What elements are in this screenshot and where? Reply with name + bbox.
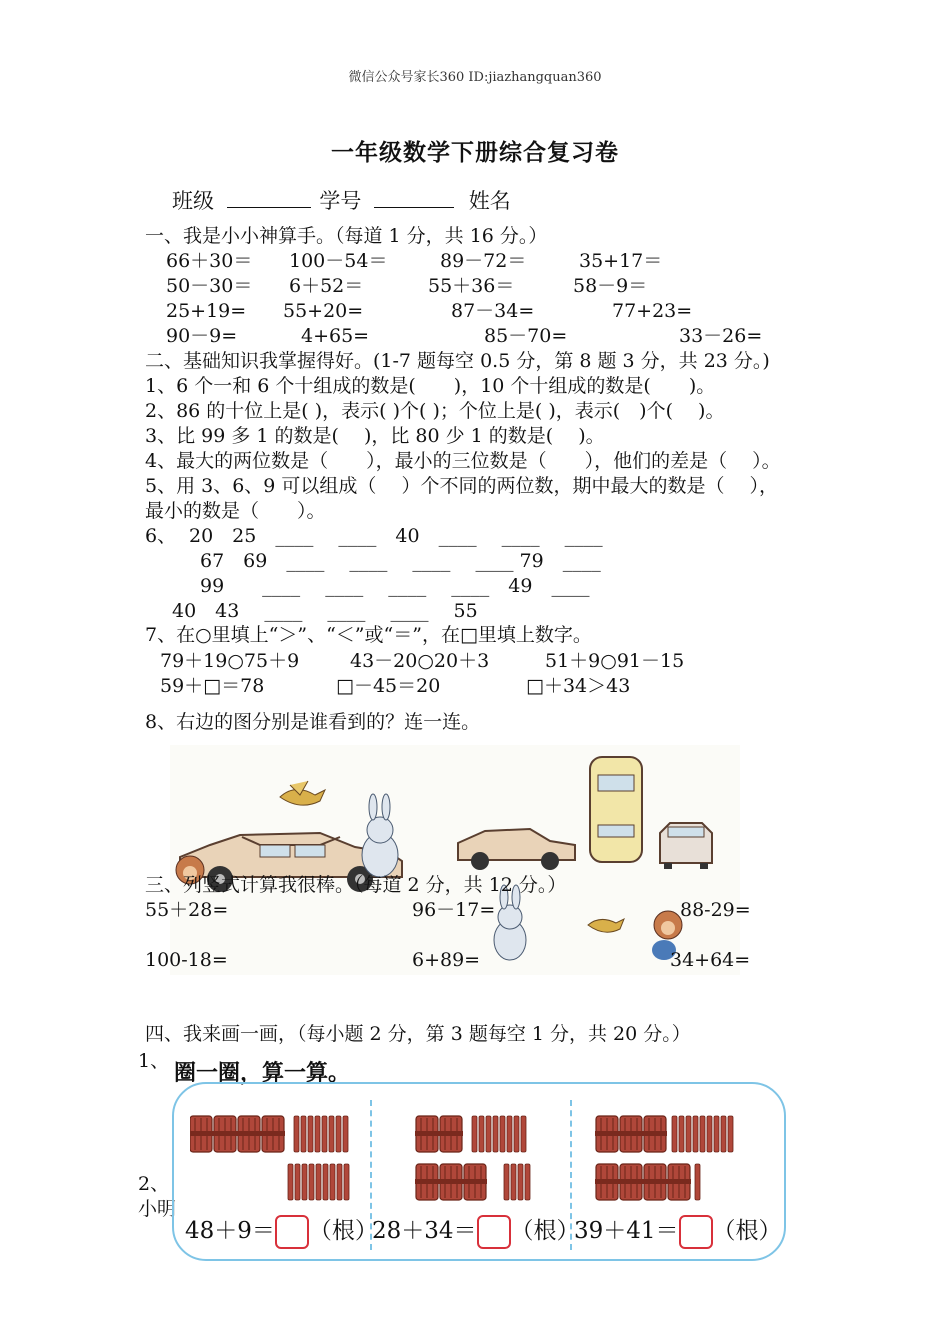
bundle-group-3 — [595, 1116, 733, 1200]
fill-item: □＋34＞43 — [526, 675, 631, 697]
fill-item: □－45＝20 — [336, 675, 441, 697]
bundle-equation-2 — [372, 1212, 580, 1249]
problem: 58－9＝ — [573, 275, 648, 297]
problem: 87－34= — [451, 300, 535, 322]
bundle-group-2 — [415, 1116, 530, 1200]
problem: 85－70= — [484, 325, 568, 347]
vertical-calc-item: 100-18= — [145, 949, 228, 971]
equation-text: 39＋41＝ — [574, 1218, 679, 1244]
compare-item: 51＋9○91－15 — [545, 650, 685, 672]
vertical-calc-item: 88-29= — [680, 899, 751, 921]
problem: 35+17＝ — [579, 250, 663, 272]
sequence-row: 40 43 ____ ____ ____ 55 — [172, 600, 478, 622]
answer-box[interactable] — [477, 1215, 511, 1249]
number-label: 学号 — [319, 189, 362, 213]
number-blank[interactable] — [374, 189, 454, 208]
vertical-calc-item: 34+64= — [670, 949, 751, 971]
vertical-calc-item: 6+89= — [412, 949, 481, 971]
unit-label: （根） — [308, 1218, 378, 1244]
question-8: 8、右边的图分别是谁看到的？连一连。 — [145, 711, 481, 733]
problem: 100－54＝ — [289, 250, 388, 272]
problem: 6＋52＝ — [289, 275, 364, 297]
stick-bundles-illustration — [190, 1112, 760, 1204]
vertical-calc-item: 55＋28= — [145, 899, 229, 921]
equation-text: 28＋34＝ — [372, 1218, 477, 1244]
problem: 77+23= — [612, 300, 693, 322]
section-2-heading: 二、基础知识我掌握得好。(1-7 题每空 0.5 分，第 8 题 3 分，共 23 分。) — [145, 350, 770, 372]
compare-item: 43－20○20＋3 — [350, 650, 490, 672]
circle-count-title: 圈一圈，算一算。 — [174, 1061, 351, 1086]
unit-label: （根） — [510, 1218, 580, 1244]
section-4-heading: 四、我来画一画，（每小题 2 分，第 3 题每空 1 分，共 20 分。） — [145, 1023, 691, 1045]
answer-box[interactable] — [679, 1215, 713, 1249]
question-5-line-2: 最小的数是（ ）。 — [145, 500, 326, 522]
bundle-group-1 — [190, 1116, 349, 1200]
problem: 50－30＝ — [166, 275, 253, 297]
question-4: 4、最大的两位数是（ ），最小的三位数是（ ），他们的差是（ ）。 — [145, 450, 781, 472]
problem: 89－72＝ — [440, 250, 527, 272]
question-6-label: 6、 — [145, 525, 177, 547]
problem: 25+19= — [166, 300, 247, 322]
car-top-view-icon — [590, 757, 642, 862]
name-label: 姓名 — [468, 189, 511, 213]
sequence-row: 67 69 ____ ____ ____ ____ 79 ____ — [200, 550, 601, 572]
compare-item: 79＋19○75＋9 — [160, 650, 300, 672]
section-3-heading: 三、列竖式计算我很棒。（每道 2 分，共 12 分。） — [145, 874, 567, 896]
question-4-2-text: 小明 — [138, 1198, 177, 1220]
problem: 4+65= — [301, 325, 370, 347]
fill-item: 59＋□＝78 — [160, 675, 265, 697]
question-4-2-label: 2、 — [138, 1173, 170, 1195]
bundle-equation-3 — [574, 1212, 782, 1249]
problem: 66＋30＝ — [166, 250, 253, 272]
student-info-row — [172, 185, 511, 215]
car-front-view-icon — [660, 823, 712, 869]
question-3: 3、比 99 多 1 的数是( )，比 80 少 1 的数是( )。 — [145, 425, 605, 447]
problem: 55+20= — [283, 300, 364, 322]
equation-text: 48＋9＝ — [185, 1218, 275, 1244]
unit-label: （根） — [712, 1218, 782, 1244]
problem: 55＋36＝ — [428, 275, 515, 297]
question-2: 2、86 的十位上是( )，表示( )个( )；个位上是( )，表示( )个( )。 — [145, 400, 725, 422]
question-4-1-label: 1、 — [138, 1050, 170, 1072]
vertical-calc-item: 96－17= — [412, 899, 496, 921]
question-1: 1、6 个一和 6 个十组成的数是( )，10 个十组成的数是( )。 — [145, 375, 716, 397]
problem: 33－26= — [679, 325, 763, 347]
problem: 90－9= — [166, 325, 238, 347]
bundle-equation-1 — [185, 1212, 378, 1249]
page-header: 微信公众号家长360 ID:jiazhangquan360 — [348, 70, 602, 85]
page-title: 一年级数学下册综合复习卷 — [331, 140, 619, 166]
viewpoint-illustration — [170, 745, 740, 975]
answer-box[interactable] — [275, 1215, 309, 1249]
section-1-heading: 一、我是小小神算手。（每道 1 分，共 16 分。） — [145, 225, 548, 247]
class-label: 班级 — [172, 189, 214, 213]
sequence-row: 99 ____ ____ ____ ____ 49 ____ — [200, 575, 590, 597]
question-5-line-1: 5、用 3、6、9 可以组成（ ）个不同的两位数，期中最大的数是（ ）， — [145, 475, 779, 497]
class-blank[interactable] — [227, 189, 311, 208]
question-7: 7、在○里填上“＞”、“＜”或“＝”，在□里填上数字。 — [145, 624, 592, 646]
sequence-row: 20 25 ____ ____ 40 ____ ____ ____ — [189, 525, 603, 547]
